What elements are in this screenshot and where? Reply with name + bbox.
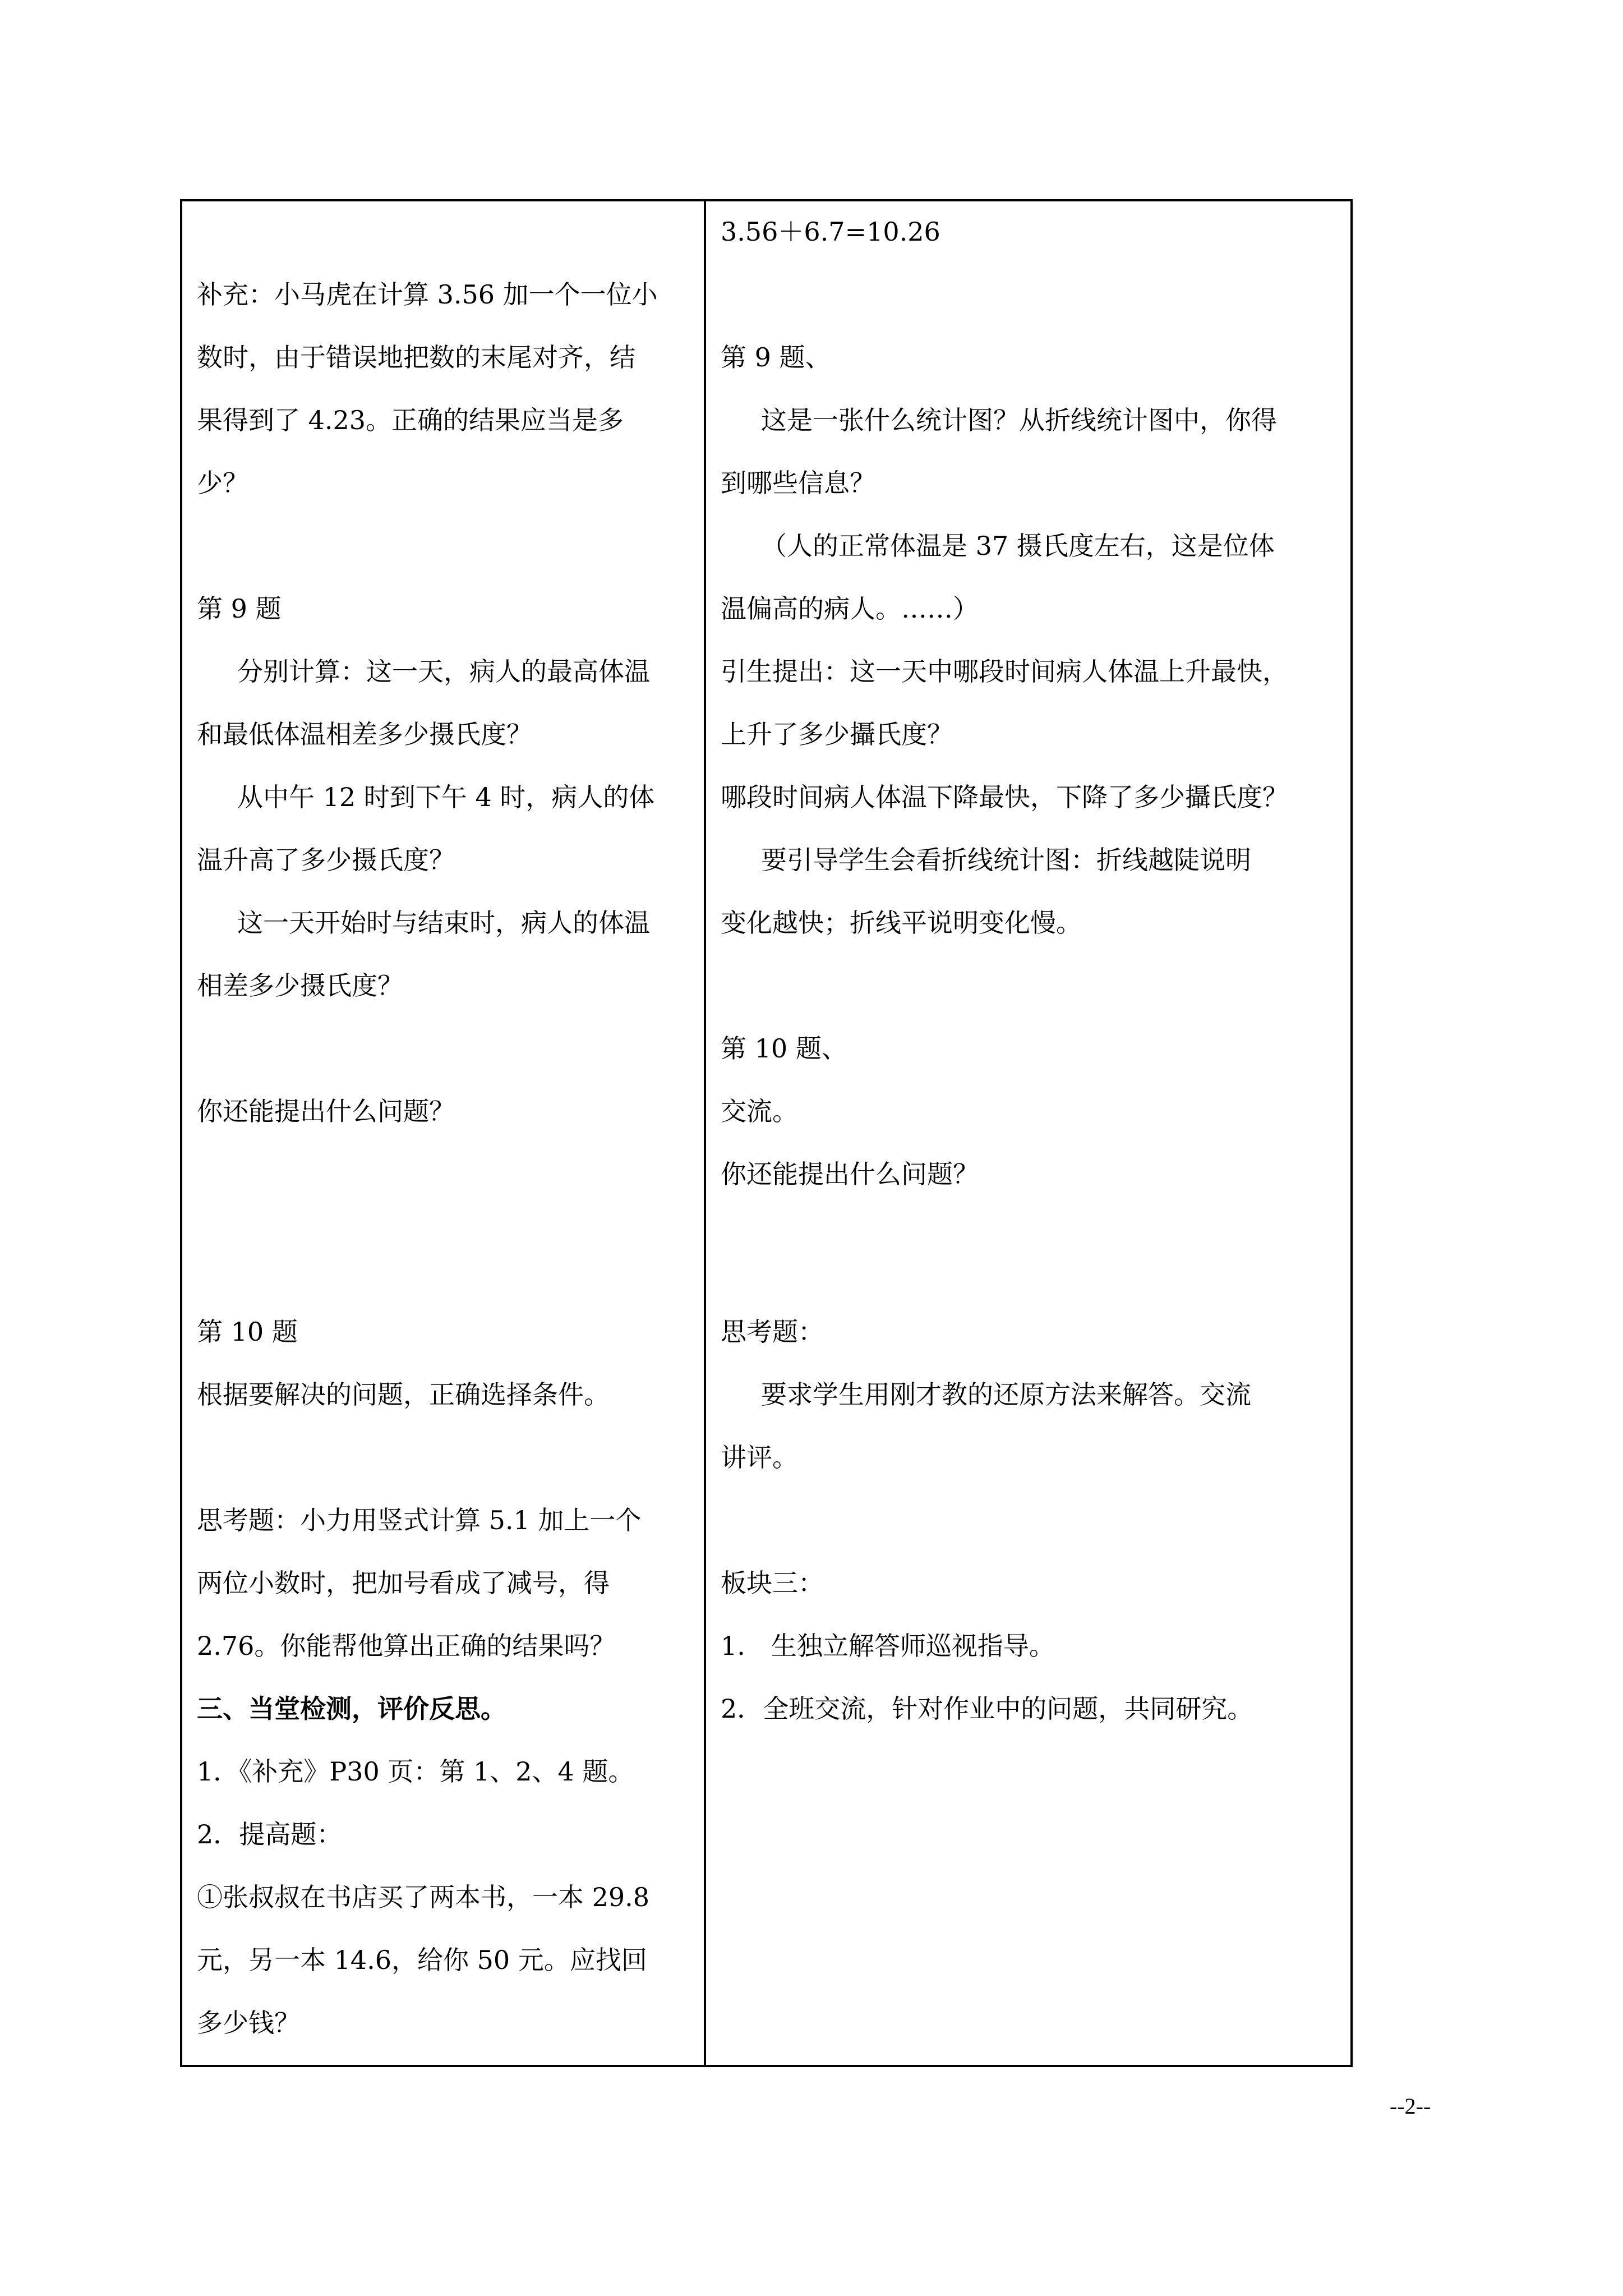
text-line: 这是一张什么统计图？从折线统计图中，你得	[761, 405, 1277, 435]
text-line: 补充：小马虎在计算 3.56 加一个一位小	[197, 279, 658, 310]
section-heading-bold: 三、当堂检测，评价反思。	[197, 1694, 506, 1724]
section-heading: 第 10 题、	[721, 1033, 847, 1064]
text-line: 从中午 12 时到下午 4 时，病人的体	[237, 782, 655, 812]
section-heading: 板块三：	[721, 1568, 824, 1598]
text-line: 多少钱？	[197, 2008, 300, 2038]
page-number: --2--	[1390, 2093, 1431, 2119]
left-column-activities	[182, 201, 704, 2065]
text-line: 分别计算：这一天，病人的最高体温	[237, 656, 650, 687]
section-heading: 第 10 题	[197, 1317, 298, 1347]
text-line: 果得到了 4.23。正确的结果应当是多	[197, 405, 624, 435]
text-line: 变化越快；折线平说明变化慢。	[721, 908, 1082, 938]
text-line: 两位小数时，把加号看成了减号，得	[197, 1568, 610, 1598]
text-line: 你还能提出什么问题？	[197, 1096, 455, 1126]
lesson-plan-table	[180, 199, 1353, 2067]
text-line: 2.76。你能帮他算出正确的结果吗？	[197, 1631, 616, 1661]
text-line: 1. 生独立解答师巡视指导。	[721, 1631, 1055, 1661]
text-line: 1．《补充》P30 页：第 1、2、4 题。	[197, 1756, 634, 1787]
text-line: 3.56＋6.7=10.26	[721, 217, 940, 247]
section-heading: 第 9 题、	[721, 342, 831, 372]
text-line: 温升高了多少摄氏度？	[197, 845, 455, 875]
text-line: 这一天开始时与结束时，病人的体温	[237, 908, 650, 938]
text-line: 和最低体温相差多少摄氏度？	[197, 719, 532, 749]
text-line: 到哪些信息？	[721, 468, 875, 498]
text-line: 温偏高的病人。……）	[721, 593, 979, 624]
text-line: 元，另一本 14.6，给你 50 元。应找回	[197, 1945, 647, 1975]
text-line: （人的正常体温是 37 摄氏度左右，这是位体	[761, 531, 1275, 561]
text-line: 2．全班交流，针对作业中的问题，共同研究。	[721, 1694, 1253, 1724]
text-line: 2．提高题：	[197, 1819, 343, 1849]
text-line: 你还能提出什么问题？	[721, 1159, 979, 1189]
text-line: 交流。	[721, 1096, 798, 1126]
text-line: ①张叔叔在书店买了两本书，一本 29.8	[197, 1882, 650, 1912]
text-line: 根据要解决的问题，正确选择条件。	[197, 1379, 610, 1410]
text-line: 上升了多少攝氏度？	[721, 719, 953, 749]
text-line: 讲评。	[721, 1442, 798, 1473]
text-line: 相差多少摄氏度？	[197, 970, 403, 1001]
right-column-guidance	[706, 201, 1353, 2065]
text-line: 要引导学生会看折线统计图：折线越陡说明	[761, 845, 1251, 875]
text-line: 少？	[197, 468, 248, 498]
section-heading: 第 9 题	[197, 593, 282, 624]
text-line: 数时，由于错误地把数的末尾对齐，结	[197, 342, 635, 372]
text-line: 要求学生用刚才教的还原方法来解答。交流	[761, 1379, 1251, 1410]
section-heading: 思考题：	[721, 1317, 824, 1347]
text-line: 哪段时间病人体温下降最快，下降了多少攝氏度？	[721, 782, 1288, 812]
text-line: 引生提出：这一天中哪段时间病人体温上升最快，	[721, 656, 1288, 687]
text-line: 思考题：小力用竖式计算 5.1 加上一个	[197, 1505, 642, 1535]
